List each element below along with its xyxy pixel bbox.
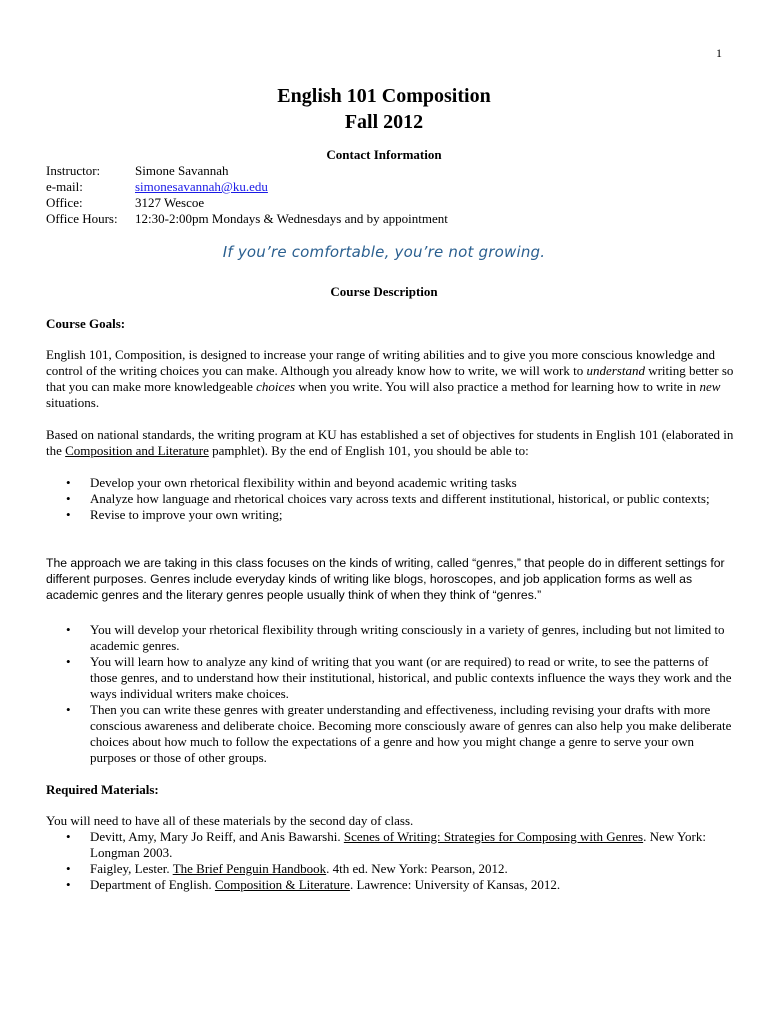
contact-value: 12:30-2:00pm Mondays & Wednesdays and by appointment bbox=[135, 211, 448, 226]
standards-paragraph bbox=[46, 427, 736, 459]
goals-paragraph bbox=[46, 347, 736, 411]
page-number: 1 bbox=[716, 46, 722, 60]
standards-text-1: Based on national standards, the writing program at KU has established a set of objectives for students in English 101 (elaborated in the bbox=[46, 427, 734, 458]
list-item: • Analyze how language and rhetorical choices vary across texts and different institutional, historical, or public contexts; bbox=[46, 491, 736, 507]
contact-label: Office: bbox=[46, 195, 83, 210]
list-item: • You will develop your rhetorical flexibility through writing consciously in a variety of genres, including but not limited to academic genres. bbox=[46, 622, 736, 654]
goals-text-2: writing better so that you can make more knowledgeable bbox=[46, 363, 734, 394]
material-title: The Brief Penguin Handbook bbox=[172, 861, 327, 876]
contact-value: 3127 Wescoe bbox=[135, 195, 205, 210]
list-item: • Develop your own rhetorical flexibility within and beyond academic writing tasks bbox=[46, 475, 736, 491]
goals-emph-choices: choices bbox=[256, 379, 296, 394]
material-title: Scenes of Writing: Strategies for Composing with Genres bbox=[343, 829, 644, 844]
contact-row-instructor bbox=[46, 163, 448, 179]
genre-points-list bbox=[46, 622, 736, 766]
list-item: • Revise to improve your own writing; bbox=[46, 507, 736, 523]
list-item: • Then you can write these genres with greater understanding and effectiveness, including revising your drafts with more conscious awareness and deliberate choice. Becoming more consciously aware of genres can also help you make deliberate choices about how much to follow the expectations of a genre and how you might change a genre to serve your own purposes or those of other groups. bbox=[46, 702, 736, 766]
materials-intro: You will need to have all of these materials by the second day of class. bbox=[46, 813, 414, 828]
list-item bbox=[46, 877, 736, 893]
contact-row-office-hours bbox=[46, 211, 448, 227]
materials-list bbox=[46, 829, 736, 893]
contact-label: Office Hours: bbox=[46, 211, 118, 226]
material-author: Faigley, Lester. bbox=[90, 861, 173, 876]
list-item bbox=[46, 829, 736, 861]
standards-text-2: pamphlet). By the end of English 101, you should be able to: bbox=[208, 443, 529, 458]
goals-emph-understand: understand bbox=[586, 363, 645, 378]
contact-heading: Contact Information bbox=[326, 147, 442, 162]
course-goals-heading: Course Goals: bbox=[46, 316, 126, 331]
goals-emph-new: new bbox=[699, 379, 721, 394]
contact-value: Simone Savannah bbox=[135, 163, 229, 178]
material-publication: . New York: Longman 2003. bbox=[90, 829, 706, 860]
email-link[interactable]: simonesavannah@ku.edu bbox=[135, 179, 268, 194]
material-author: Devitt, Amy, Mary Jo Reiff, and Anis Bawarshi. bbox=[90, 829, 344, 844]
material-title: Composition & Literature bbox=[214, 877, 350, 892]
course-title: English 101 Composition bbox=[277, 85, 491, 107]
contact-row-email bbox=[46, 179, 448, 195]
material-publication: . 4th ed. New York: Pearson, 2012. bbox=[326, 861, 508, 876]
list-item: • You will learn how to analyze any kind of writing that you want (or are required) to read or write, to see the patterns of those genres, and to understand how their institutional, historical, and public contexts influence the ways they work and the ways individual writers make choices. bbox=[46, 654, 736, 702]
goals-text-4: situations. bbox=[46, 395, 100, 410]
material-publication: . Lawrence: University of Kansas, 2012. bbox=[349, 877, 561, 892]
list-item bbox=[46, 861, 736, 877]
goals-text-3: when you write. You will also practice a method for learning how to write in bbox=[295, 379, 700, 394]
material-author: Department of English. bbox=[90, 877, 215, 892]
objectives-list bbox=[46, 475, 736, 523]
motto-quote: If you’re comfortable, you’re not growing. bbox=[222, 243, 546, 261]
materials-heading: Required Materials: bbox=[46, 782, 159, 797]
pamphlet-title: Composition and Literature bbox=[65, 443, 209, 458]
contact-label: e-mail: bbox=[46, 179, 83, 194]
contact-label: Instructor: bbox=[46, 163, 101, 178]
contact-table bbox=[46, 163, 448, 227]
contact-row-office bbox=[46, 195, 448, 211]
course-term: Fall 2012 bbox=[344, 111, 424, 133]
goals-text-1: English 101, Composition, is designed to increase your range of writing abilities and to give you more conscious knowledge and control of the writing choices you can make. Although you already know how to write, we will work to bbox=[46, 347, 716, 378]
approach-paragraph: The approach we are taking in this class focuses on the kinds of writing, called “genres,” that people do in different settings for different purposes. Genres include everyday kinds of writing like blogs, horoscopes, and job application forms as well as academic genres and the literary genres people usually think of when they think of “genres.” bbox=[46, 556, 725, 602]
course-description-heading: Course Description bbox=[330, 284, 438, 299]
